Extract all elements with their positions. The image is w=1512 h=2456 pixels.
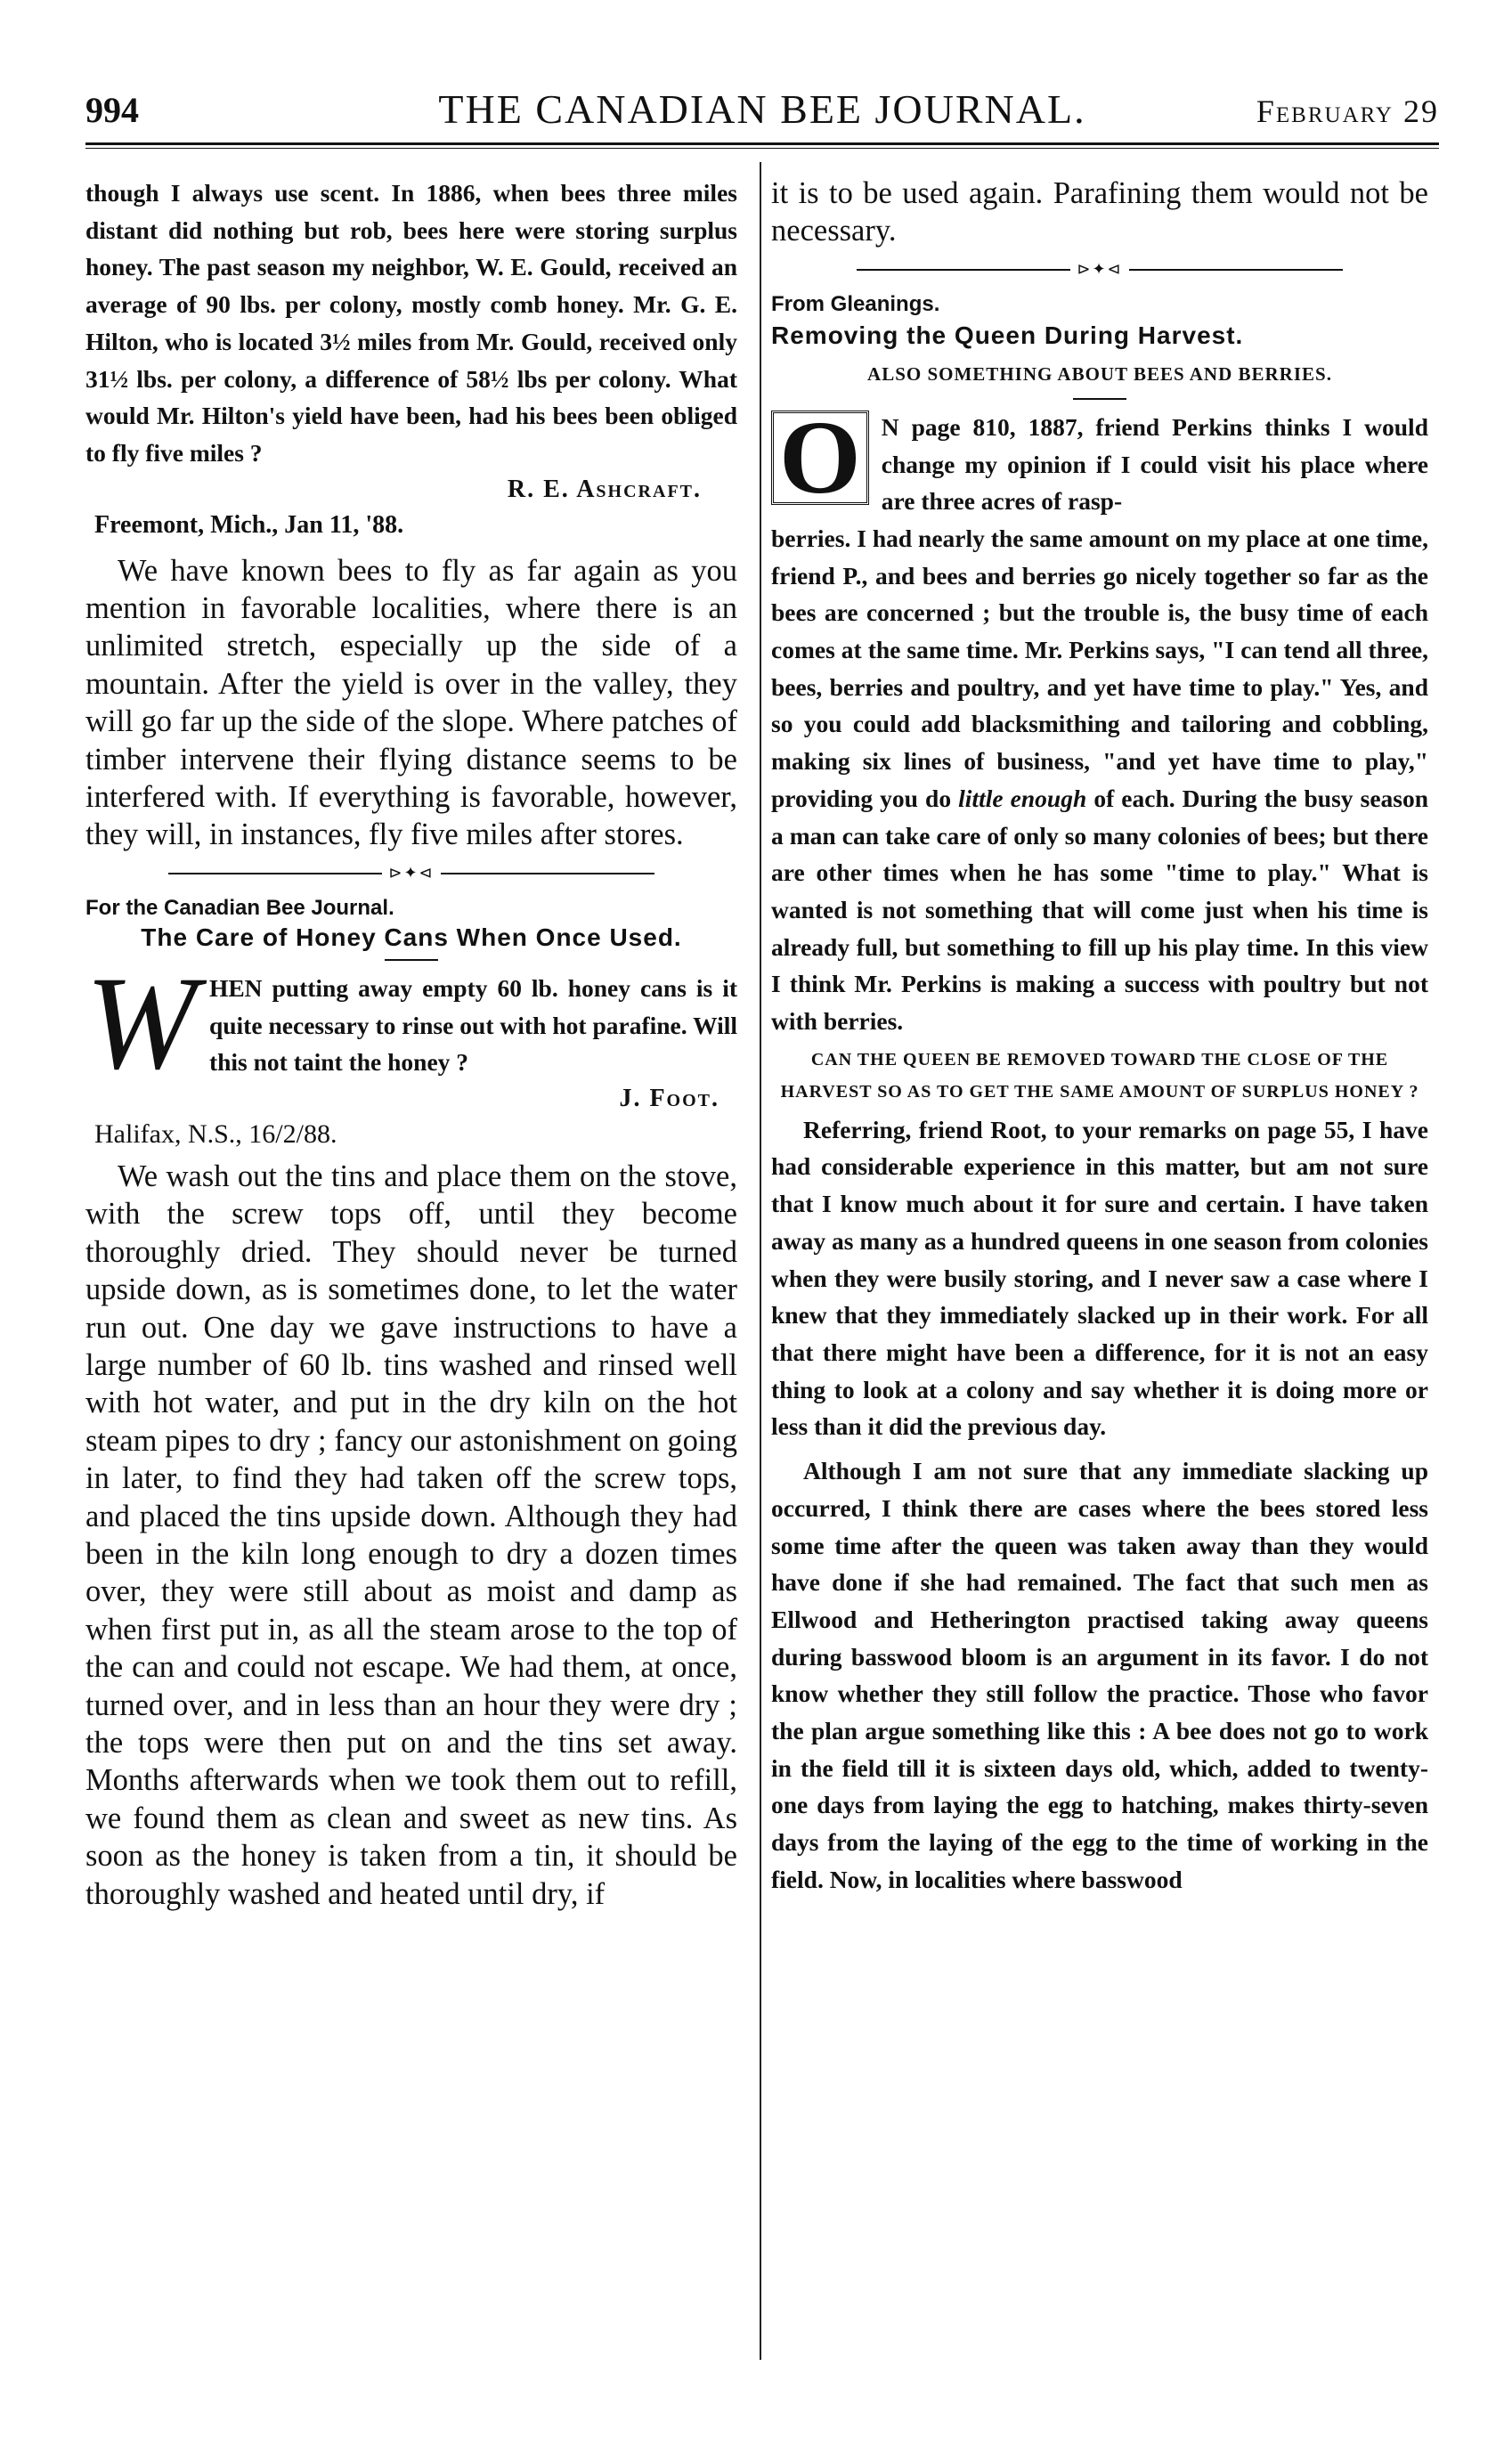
article2-dropcap: W bbox=[85, 969, 197, 1097]
letter-place-date: Freemont, Mich., Jan 11, '88. bbox=[94, 510, 404, 539]
article3-p1-body bbox=[771, 520, 1428, 1040]
article2-answer: We wash out the tins and place them on the stove, with the screw tops off, until they become thoroughly dried. They should never be turned upside down, as is sometimes done, to let the water run out. One day we gave instructions to have a large number of 60 lb. tins washed and rinsed well with hot water, and put in the dry kiln on the hot steam pipes to dry ; fancy our astonishment on going in later, to find they had taken off the screw tops, and placed the tins upside down. Although they had been in the kiln long enough to dry a dozen times over, they were still about as moist and damp as when first put in, as all the steam arose to the top of the can and could not escape. We had them, at once, turned over, and in less than an hour they were dry ; the tops were then put on and the tins set away. Months afterwards when we took them out to refill, we found them as clean and sweet as new tins. As soon as the honey is taken from a tin, it should be thoroughly washed and heated until dry, if bbox=[85, 1159, 737, 1911]
article3-p1-lead: N page 810, 1887, friend Perkins thinks I would change my opinion if I could visit his place where are three acres of rasp- bbox=[881, 412, 1428, 516]
page-header bbox=[85, 85, 1439, 139]
letter-continued-text: though I always use scent. In 1886, when bees three miles distant did nothing but rob, bees here were storing surplus honey. The past season my neighbor, W. E. Gould, received an average of 90 lbs. per colony, mostly comb honey. Mr. G. E. Hilton, who is located 3½ miles from Mr. Gould, received only 31½ lbs. per colony, a difference of 58½ lbs per colony. What would Mr. Hilton's yield have been, had his bees been obliged to fly five miles ? bbox=[85, 179, 737, 467]
header-rule-thin bbox=[85, 148, 1439, 149]
article2-place-date: Halifax, N.S., 16/2/88. bbox=[94, 1118, 337, 1149]
article3-source: From Gleanings. bbox=[771, 291, 940, 316]
article3-dropcap: O bbox=[771, 411, 869, 505]
right-column bbox=[771, 175, 1428, 1899]
article3-subtitle-rule bbox=[1073, 398, 1126, 400]
header-rule bbox=[85, 142, 1439, 145]
section-divider-ornament: ⊳✦⊲ bbox=[85, 865, 737, 882]
article2-title-rule bbox=[385, 959, 438, 961]
article3-p1-italic: little enough bbox=[958, 784, 1087, 812]
article2-question: HEN putting away empty 60 lb. honey cans is it quite necessary to rinse out with hot parafine. Will this not taint the honey ? bbox=[208, 973, 737, 1077]
issue-date: February 29 bbox=[1256, 94, 1439, 129]
continued-text: it is to be used again. Parafining them would not be necessary. bbox=[771, 176, 1428, 248]
left-column bbox=[85, 175, 737, 1913]
article3-title: Removing the Queen During Harvest. bbox=[771, 321, 1244, 349]
article3-subtitle: ALSO SOMETHING ABOUT BEES AND BERRIES. bbox=[867, 362, 1332, 385]
article2-title: The Care of Honey Cans When Once Used. bbox=[141, 923, 682, 951]
editor-reply: We have known bees to fly as far again as you mention in favorable localities, where there is an unlimited stretch, especially up the side of a mountain. After the yield is over in the valley, they will go far up the side of the slope. Where patches of timber intervene their flying distance seems to be interfered with. If everything is favorable, however, they will, in instances, fly five miles after stores. bbox=[85, 553, 737, 852]
article2-question-block bbox=[85, 970, 737, 1117]
page-number: 994 bbox=[85, 90, 139, 130]
article3-p1-rest: berries. I had nearly the same amount on my place at one time, friend P., and bees and berries go nicely together so far as the bees are concerned ; but the trouble is, the busy time of each comes at the same time. Mr. Perkins says, "I can tend all three, bees, berries and poultry, and yet have time to play." Yes, and so you could add blacksmithing and tailoring and cobbling, making six lines of business, "and yet have time to play," providing you do bbox=[771, 524, 1428, 812]
article3-paragraph-2: Referring, friend Root, to your remarks on page 55, I have had considerable experience in this matter, but am not sure that I know much about it for sure and certain. I have taken away as many as a hundred queens in one season from colonies when they were busily storing, and I never saw a case where I knew that they immediately slacked up in their work. For all that there might have been a difference, for it is not an easy thing to look at a colony and say whether it is doing more or less than it did the previous day. bbox=[771, 1115, 1428, 1441]
section-divider-ornament-right: ⊳✦⊲ bbox=[771, 261, 1428, 279]
article2-signature: J. Foot. bbox=[619, 1084, 719, 1112]
article3-subhead-2: CAN THE QUEEN BE REMOVED TOWARD THE CLOSE OF THE HARVEST SO AS TO GET THE SAME AMOUNT OF SURPLUS HONEY ? bbox=[780, 1049, 1419, 1102]
column-divider bbox=[760, 162, 761, 2360]
article3-paragraph-1 bbox=[771, 409, 1428, 520]
letter-signature: R. E. Ashcraft. bbox=[507, 475, 702, 503]
article2-source: For the Canadian Bee Journal. bbox=[85, 895, 394, 920]
article3-p1-end: of each. During the busy season a man can take care of only so many colonies of bees; but there are other times when he has some "time to play." What is wanted is not something that will come just when his time is already full, but something to fill up his play time. In this view I think Mr. Perkins is making a success with poultry but not with berries. bbox=[771, 784, 1429, 1036]
article3-paragraph-3: Although I am not sure that any immediate slacking up occurred, I think there are cases where the bees stored less some time after the queen was taken away than they would have done if she had remained. The fact that such men as Ellwood and Hetherington practised taking away queens during basswood bloom is an argument in its favor. I do not know whether they still follow the practice. Those who favor the plan argue something like this : A bee does not go to work in the field till it is sixteen days old, which, added to twenty-one days from laying the egg to hatching, makes thirty-seven days from the laying of the egg to the time of working in the field. Now, in localities where basswood bbox=[771, 1457, 1428, 1893]
journal-title: THE CANADIAN BEE JOURNAL. bbox=[438, 86, 1086, 132]
